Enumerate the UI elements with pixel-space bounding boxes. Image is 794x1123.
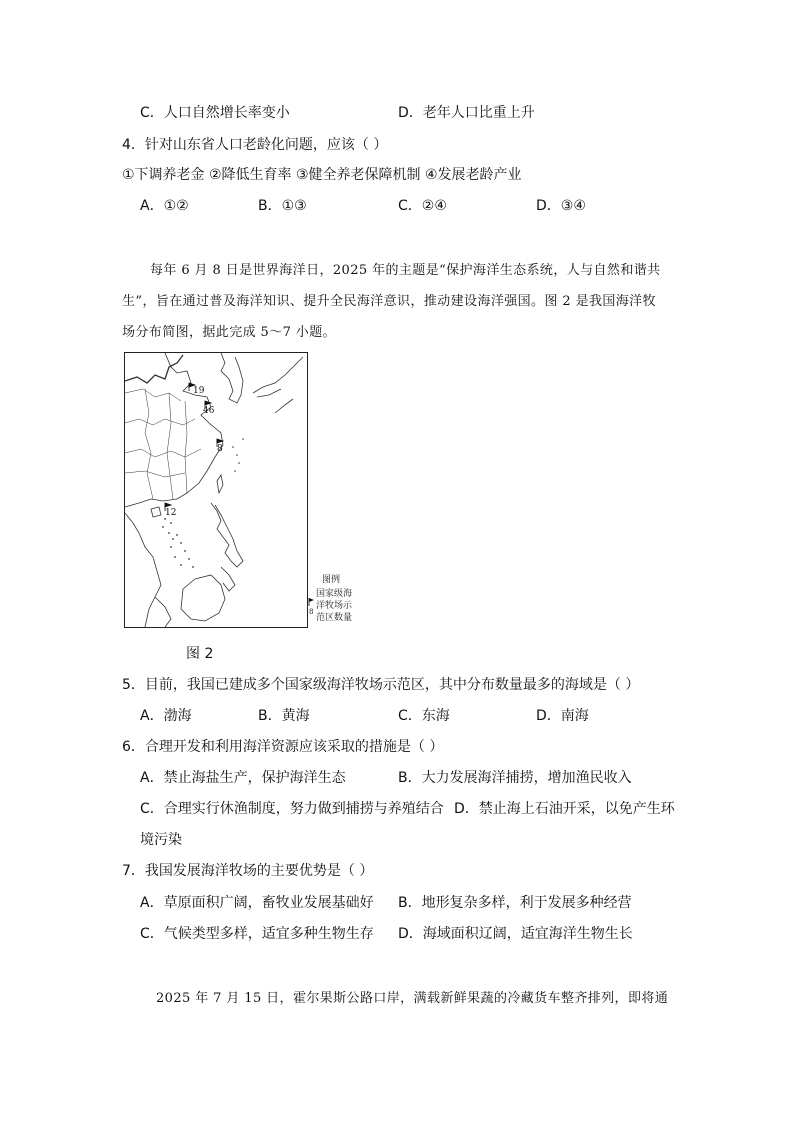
coastline [125, 353, 223, 507]
q7-option-b: B．地形复杂多样，利于发展多种经营 [398, 895, 632, 911]
q4-option-d: D．③④ [536, 198, 586, 214]
hainan [151, 507, 161, 517]
philippines-south [221, 567, 235, 591]
map-drawing [125, 353, 307, 627]
q7-stem: 7．我国发展海洋牧场的主要优势是（ ） [122, 863, 374, 879]
q4-option-c: C．②④ [398, 198, 447, 214]
q5-option-d: D．南海 [536, 708, 589, 724]
passage1-line-3: 场分布简图，据此完成 5～7 小题。 [122, 325, 337, 340]
marine-ranch-map [124, 352, 308, 628]
q5-option-a: A．渤海 [140, 708, 192, 724]
korean-peninsula [221, 353, 243, 403]
figure-caption: 图 2 [186, 646, 214, 662]
flag-south [165, 503, 171, 507]
passage2-line-1: 2025 年 7 月 15 日，霍尔果斯公路口岸，满载新鲜果蔬的冷藏货车整齐排列，即将通 [156, 991, 669, 1006]
q7-option-d: D．海域面积辽阔，适宜海洋生物生长 [398, 926, 633, 942]
legend-label-1: 国家级海 [316, 589, 353, 599]
indochina [125, 513, 161, 627]
count-bohai: 19 [193, 386, 205, 396]
passage1-line-1: 每年 6 月 8 日是世界海洋日，2025 年的主题是“保护海洋生态系统，人与自然和谐共 [150, 263, 661, 278]
legend-label-2: 洋牧场示 [316, 601, 353, 611]
count-south-sea: 12 [165, 508, 177, 518]
philippines [211, 503, 243, 567]
count-yellow-sea: 46 [203, 406, 215, 416]
q4-items: ①下调养老金 ②降低生育率 ③健全养老保障机制 ④发展老龄产业 [122, 167, 522, 183]
q6-option-a: A．禁止海盐生产，保护海洋生态 [140, 770, 346, 786]
japan [253, 357, 303, 413]
q4-stem: 4．针对山东省人口老龄化问题，应该（ ） [122, 137, 388, 153]
count-east-sea: 8 [217, 444, 223, 454]
q7-option-a: A．草原面积广阔，畜牧业发展基础好 [140, 895, 374, 911]
q4-option-b: B．①③ [258, 198, 307, 214]
legend-title: 图例 [322, 575, 341, 585]
passage1-line-2: 生”，旨在通过普及海洋知识、提升全民海洋意识，推动建设海洋强国。图 2 是我国海洋牧 [122, 294, 656, 309]
q3-option-d: D．老年人口比重上升 [398, 105, 535, 121]
malay-peninsula [155, 597, 171, 627]
q3-option-c: C．人口自然增长率变小 [140, 105, 290, 121]
national-border [125, 355, 183, 383]
q7-option-c: C．气候类型多样，适宜多种生物生存 [140, 926, 374, 942]
q4-option-a: A．①② [140, 198, 189, 214]
legend-label-3: 范区数量 [316, 613, 353, 623]
q5-option-c: C．东海 [398, 708, 450, 724]
q6-option-d: D．禁止海上石油开采，以免产生环 [454, 801, 675, 817]
q6-option-d-continued: 境污染 [140, 832, 182, 848]
q5-option-b: B．黄海 [258, 708, 310, 724]
province-borders [125, 389, 201, 499]
q6-stem: 6．合理开发和利用海洋资源应该采取的措施是（ ） [122, 739, 444, 755]
borneo [181, 575, 225, 621]
taiwan [217, 475, 223, 493]
q6-option-c: C．合理实行休渔制度，努力做到捕捞与养殖结合 [140, 801, 444, 817]
q5-stem: 5．目前，我国已建成多个国家级海洋牧场示范区，其中分布数量最多的海域是（ ） [122, 677, 640, 693]
q6-option-b: B．大力发展海洋捕捞，增加渔民收入 [398, 770, 632, 786]
legend-sample-number: 8 [309, 608, 314, 616]
island-dots [162, 438, 244, 568]
